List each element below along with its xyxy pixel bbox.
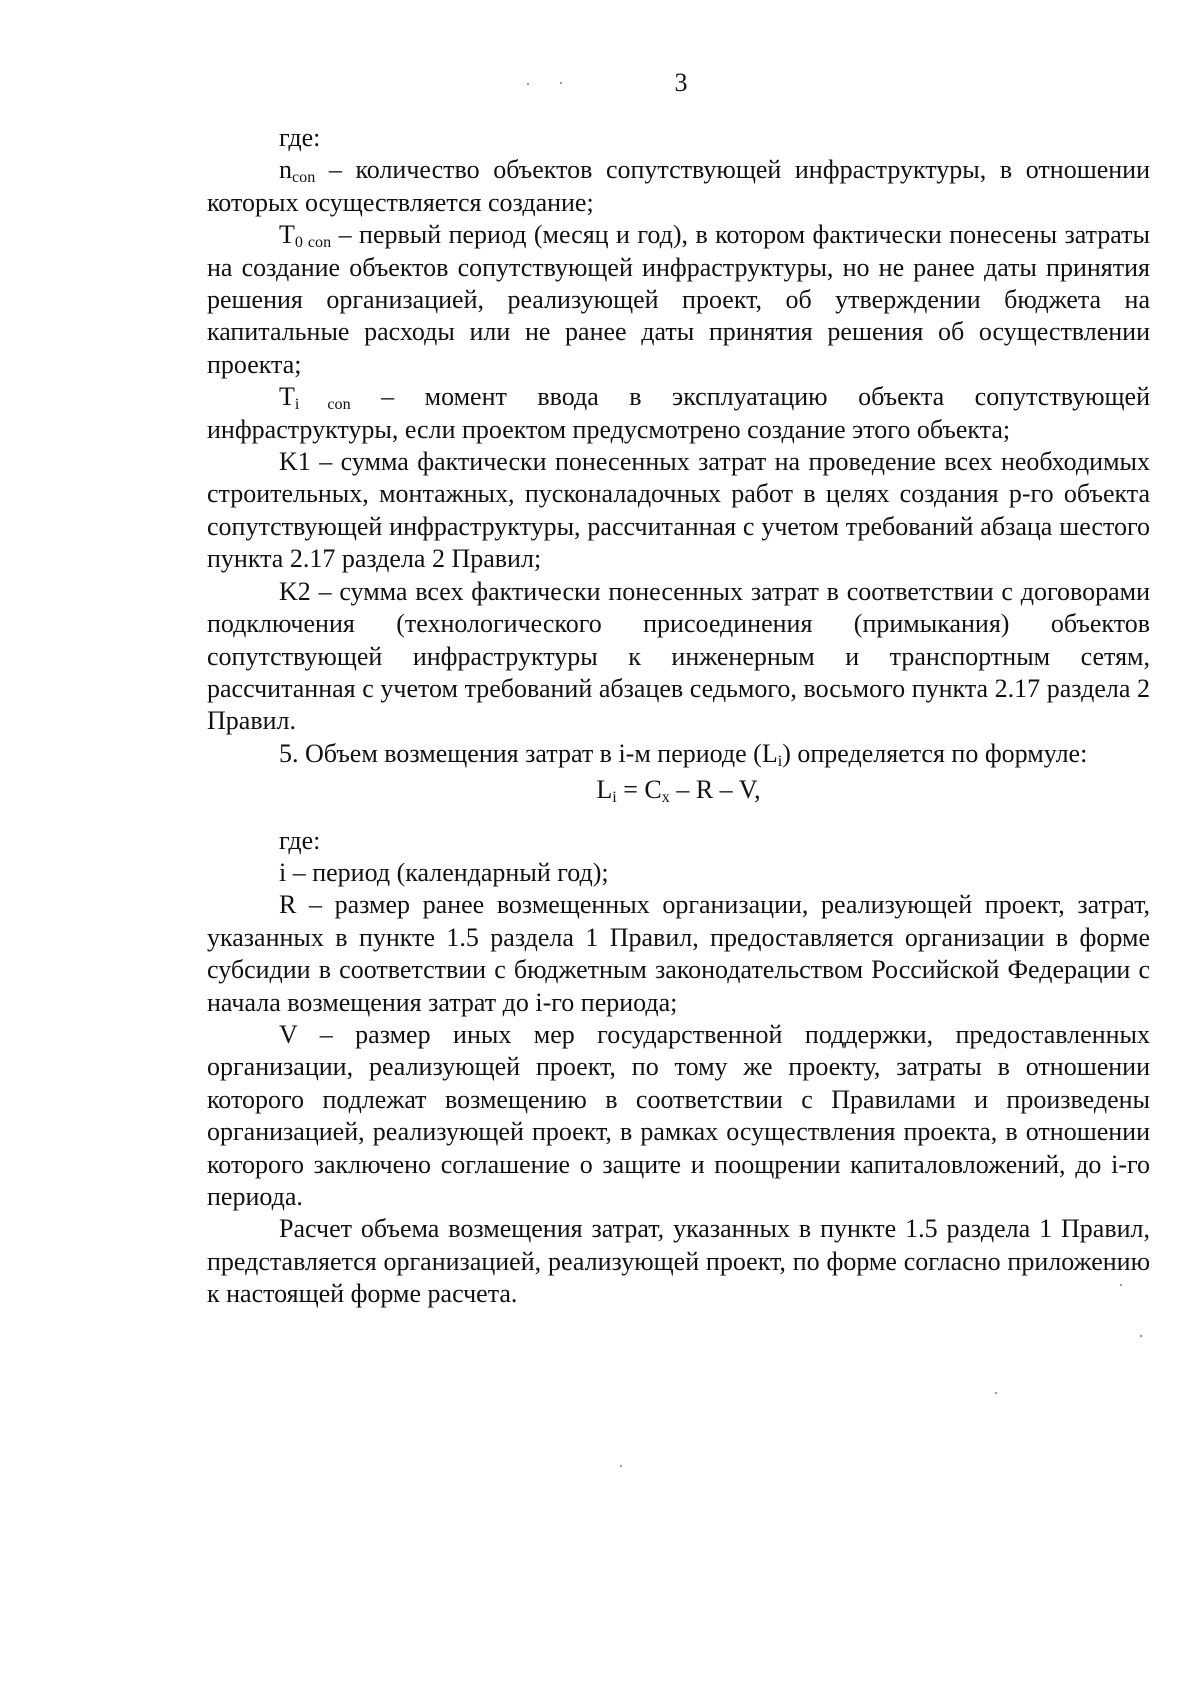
definition-i: i – период (календарный год); bbox=[279, 857, 609, 887]
formula-c-subscript: x bbox=[661, 789, 670, 807]
subscript-con: con bbox=[292, 169, 316, 187]
scan-speck bbox=[1140, 1335, 1142, 1337]
scan-speck bbox=[620, 1465, 622, 1467]
page-number: 3 bbox=[674, 68, 688, 97]
definition-t0-con bbox=[207, 219, 1150, 381]
formula-lhs-subscript: i bbox=[612, 789, 617, 807]
where-label: где: bbox=[279, 825, 321, 855]
subscript-i: i bbox=[777, 752, 783, 770]
symbol-t: T bbox=[279, 220, 295, 250]
final-paragraph: Расчет объема возмещения затрат, указанных в пункте 1.5 раздела 1 Правил, представляется организацией, реализующей проект, по форме согласно приложению к настоящей форме расчета. bbox=[207, 1214, 1150, 1309]
symbol-n: n bbox=[279, 155, 292, 185]
document-body bbox=[207, 122, 1150, 1311]
definition-v: V – размер иных мер государственной поддержки, предоставленных организации, реализующей проект, по тому же проекту, затраты в отношении которого подлежат возмещению в соответствии с Правилами и произведены организацией, реализующей проект, в рамках осуществления проекта, в отношении которого заключено соглашение о защите и поощрении капиталовложений, до i-го периода. bbox=[207, 1019, 1150, 1211]
definition-k1: K1 – сумма фактически понесенных затрат на проведение всех необходимых строительных, монтажных, пусконаладочных работ в целях создания р-го объекта сопутствующей инфраструктуры, рассчитанная с учетом требований абзаца шестого пункта 2.17 раздела 2 Правил; bbox=[207, 447, 1150, 574]
item-5-text-after: ) определяется по формуле: bbox=[782, 738, 1088, 768]
item-5-text-before: 5. Объем возмещения затрат в i-м периоде (L bbox=[279, 738, 778, 768]
item-5-paragraph bbox=[207, 738, 1150, 770]
formula-equals-c: = C bbox=[616, 775, 662, 805]
subscript-i-con: i con bbox=[294, 396, 351, 414]
definition-k2: K2 – сумма всех фактически понесенных затрат в соответствии с договорами подключения (технологического присоединения (примыкания) объектов сопутствующей инфраструктуры к инженерным и транспортным сетям, рассчитанная с учетом требований абзацев седьмого, восьмого пункта 2.17 раздела 2 Правил. bbox=[207, 576, 1150, 736]
symbol-t: T bbox=[279, 382, 295, 412]
definition-n-con bbox=[207, 154, 1150, 219]
formula-lhs: L bbox=[596, 775, 613, 805]
formula-rest: – R – V, bbox=[669, 775, 761, 805]
definition-text: – количество объектов сопутствующей инфраструктуры, в отношении которых осуществляется создание; bbox=[207, 155, 1150, 217]
formula bbox=[207, 774, 1150, 806]
definition-text: – первый период (месяц и год), в котором фактически понесены затраты на создание объектов сопутствующей инфраструктуры, но не ранее даты принятия решения организацией, реализующей проект, об утверждении бюджета на капитальные расходы или не ранее даты принятия решения об осуществлении проекта; bbox=[207, 220, 1151, 379]
definition-r: R – размер ранее возмещенных организации, реализующей проект, затрат, указанных в пункте 1.5 раздела 1 Правил, предоставляется организации в форме субсидии в соответствии с бюджетным законодательством Российской Федерации с начала возмещения затрат до i-го периода; bbox=[207, 890, 1150, 1017]
subscript-0-con: 0 con bbox=[294, 234, 332, 252]
definition-text: – момент ввода в эксплуатацию объекта сопутствующей инфраструктуры, если проектом предусмотрено создание этого объекта; bbox=[207, 382, 1150, 444]
scan-speck bbox=[995, 1392, 997, 1394]
definition-ti-con bbox=[207, 381, 1150, 446]
where-label: где: bbox=[279, 123, 321, 152]
